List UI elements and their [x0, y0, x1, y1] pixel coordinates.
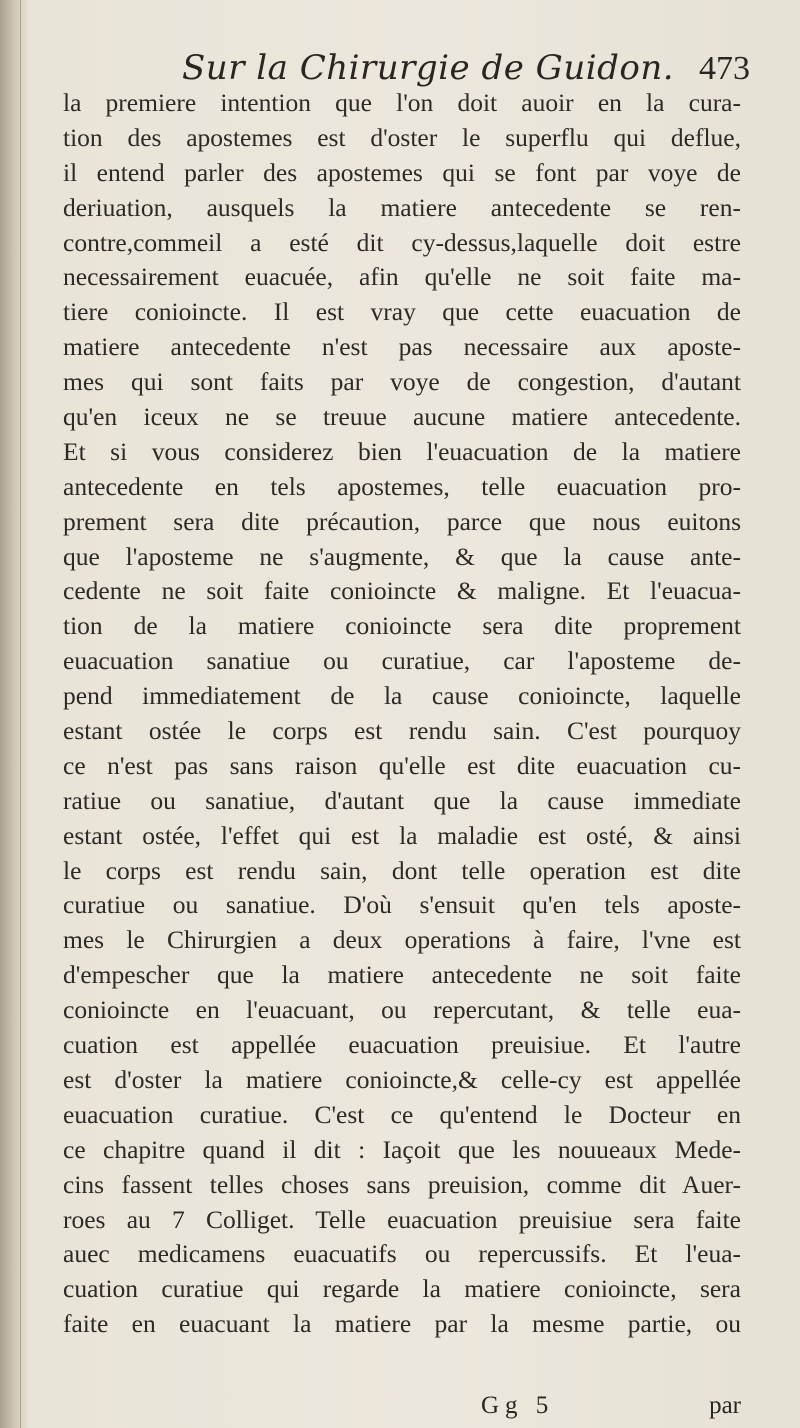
signature-mark: Gg 5	[481, 1392, 555, 1419]
catchword: par	[709, 1392, 741, 1419]
text-line: auec medicamens euacuatifs ou repercussifs. Et l'eua-	[63, 1239, 741, 1269]
text-line: cedente ne soit faite conioincte & maligne. Et l'euacua-	[63, 576, 741, 606]
text-line: il entend parler des apostemes qui se font par voye de	[63, 157, 741, 187]
text-line: Et si vous considerez bien l'euacuation de la matiere	[63, 436, 741, 466]
text-line: necessairement euacuée, afin qu'elle ne soit faite ma-	[63, 262, 741, 292]
text-line: deriuation, ausquels la matiere antecedente se ren-	[63, 192, 741, 222]
page-fold-line	[20, 0, 21, 1428]
text-line: euacuation sanatiue ou curatiue, car l'aposteme de-	[63, 646, 741, 676]
text-line: que l'aposteme ne s'augmente, & que la cause ante-	[63, 541, 741, 571]
text-line: mes qui sont faits par voye de congestion, d'autant	[63, 367, 741, 397]
text-line: estant ostée le corps est rendu sain. C'est pourquoy	[63, 716, 741, 746]
text-line: le corps est rendu sain, dont telle operation est dite	[63, 855, 741, 885]
text-line: prement sera dite précaution, parce que nous euitons	[63, 506, 741, 536]
text-line: cuation curatiue qui regarde la matiere conioincte, sera	[63, 1274, 741, 1304]
text-line: d'empescher que la matiere antecedente ne soit faite	[63, 960, 741, 990]
binding-gutter	[0, 0, 28, 1428]
text-line: est d'oster la matiere conioincte,& celle-cy est appellée	[63, 1064, 741, 1094]
text-line: matiere antecedente n'est pas necessaire aux aposte-	[63, 332, 741, 362]
text-line: ce chapitre quand il dit : Iaçoit que les nouueaux Mede-	[63, 1134, 741, 1164]
running-head: Sur la Chirurgie de Guidon.	[182, 48, 675, 88]
text-line: antecedente en tels apostemes, telle euacuation pro-	[63, 471, 741, 501]
text-line: la premiere intention que l'on doit auoir en la cura-	[63, 88, 741, 117]
text-line: curatiue ou sanatiue. D'où s'ensuit qu'en tels aposte-	[63, 890, 741, 920]
text-line: roes au 7 Colliget. Telle euacuation preuisiue sera faite	[63, 1204, 741, 1234]
text-line: pend immediatement de la cause conioincte, laquelle	[63, 681, 741, 711]
body-text	[63, 86, 741, 1342]
text-line: tion des apostemes est d'oster le superflu qui deflue,	[63, 122, 741, 152]
page-header	[60, 42, 750, 92]
text-line: tion de la matiere conioincte sera dite proprement	[63, 611, 741, 641]
text-line: tiere conioincte. Il est vray que cette euacuation de	[63, 297, 741, 327]
text-line: estant ostée, l'effet qui est la maladie est osté, & ainsi	[63, 820, 741, 850]
text-line: euacuation curatiue. C'est ce qu'entend le Docteur en	[63, 1099, 741, 1129]
text-line: faite en euacuant la matiere par la mesme partie, ou	[63, 1309, 741, 1339]
page-number: 473	[699, 50, 750, 87]
text-line: ratiue ou sanatiue, d'autant que la cause immediate	[63, 785, 741, 815]
text-line: cuation est appellée euacuation preuisiue. Et l'autre	[63, 1030, 741, 1060]
text-line: conioincte en l'euacuant, ou repercutant, & telle eua-	[63, 995, 741, 1025]
text-line: ce n'est pas sans raison qu'elle est dite euacuation cu-	[63, 750, 741, 780]
text-line: contre,commeil a esté dit cy-dessus,laquelle doit estre	[63, 227, 741, 257]
text-line: mes le Chirurgien a deux operations à faire, l'vne est	[63, 925, 741, 955]
page-footer	[63, 1392, 741, 1428]
text-line: cins fassent telles choses sans preuision, comme dit Auer-	[63, 1169, 741, 1199]
text-line: qu'en iceux ne se treuue aucune matiere antecedente.	[63, 402, 741, 432]
